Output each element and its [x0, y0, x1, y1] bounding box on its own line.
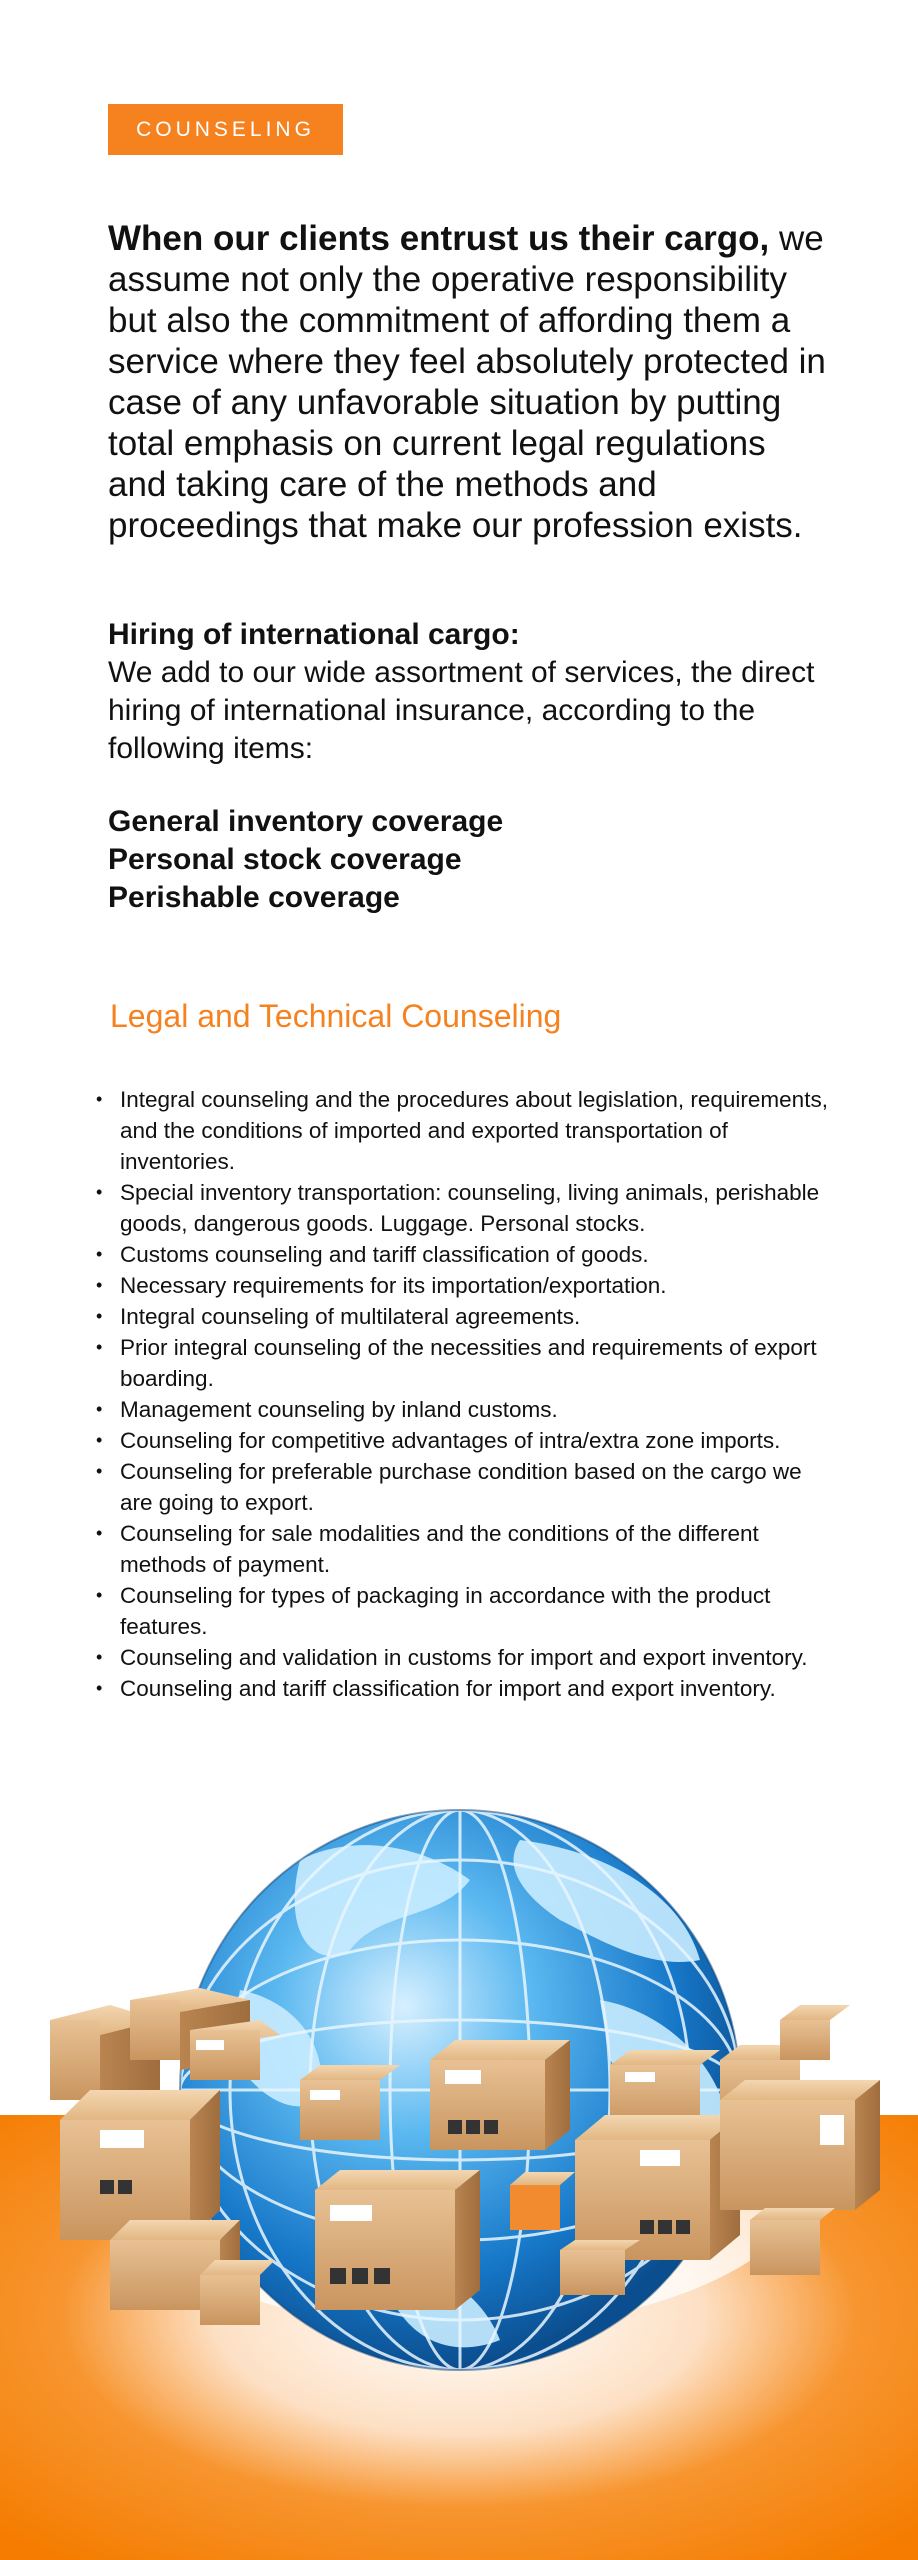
legal-title: Legal and Technical Counseling: [110, 998, 562, 1034]
list-item: • Necessary requirements for its importation/exportation.: [96, 1270, 836, 1301]
hiring-title: Hiring of international cargo:: [108, 618, 520, 651]
list-item: • Counseling and validation in customs for import and export inventory.: [96, 1642, 836, 1673]
globe-with-boxes-icon: [0, 1800, 918, 2560]
legal-list: [96, 1084, 836, 1704]
coverage-item: General inventory coverage: [108, 805, 504, 838]
list-item: • Counseling for competitive advantages of intra/extra zone imports.: [96, 1425, 836, 1456]
list-item: • Integral counseling and the procedures about legislation, requirements, and the conditions of imported and exported transportation of inventories.: [96, 1084, 836, 1177]
list-item: • Prior integral counseling of the necessities and requirements of export boarding.: [96, 1332, 836, 1394]
list-item: • Counseling for types of packaging in accordance with the product features.: [96, 1580, 836, 1642]
list-item: • Special inventory transportation: counseling, living animals, perishable goods, dangerous goods. Luggage. Personal stocks.: [96, 1177, 836, 1239]
list-item: • Counseling for sale modalities and the conditions of the different methods of payment.: [96, 1518, 836, 1580]
list-item: • Counseling for preferable purchase condition based on the cargo we are going to export.: [96, 1456, 836, 1518]
list-item: • Management counseling by inland customs.: [96, 1394, 836, 1425]
intro-bold: When our clients entrust us their cargo,: [108, 219, 770, 258]
list-item: • Integral counseling of multilateral agreements.: [96, 1301, 836, 1332]
hiring-text: We add to our wide assortment of services, the direct hiring of international insurance, according to the following items:: [108, 656, 815, 765]
list-item: • Customs counseling and tariff classification of goods.: [96, 1239, 836, 1270]
section-badge: COUNSELING: [108, 104, 343, 155]
coverage-item: Perishable coverage: [108, 881, 400, 914]
list-item: • Counseling and tariff classification for import and export inventory.: [96, 1673, 836, 1704]
intro-rest: we assume not only the operative responsibility but also the commitment of affording them a service where they feel absolutely protected in case of any unfavorable situation by putting total emphasis on current legal regulations and taking care of the methods and proceedings that make our profession exists.: [108, 219, 826, 545]
intro-paragraph: [108, 218, 828, 546]
coverage-list: [108, 803, 828, 917]
coverage-item: Personal stock coverage: [108, 843, 462, 876]
